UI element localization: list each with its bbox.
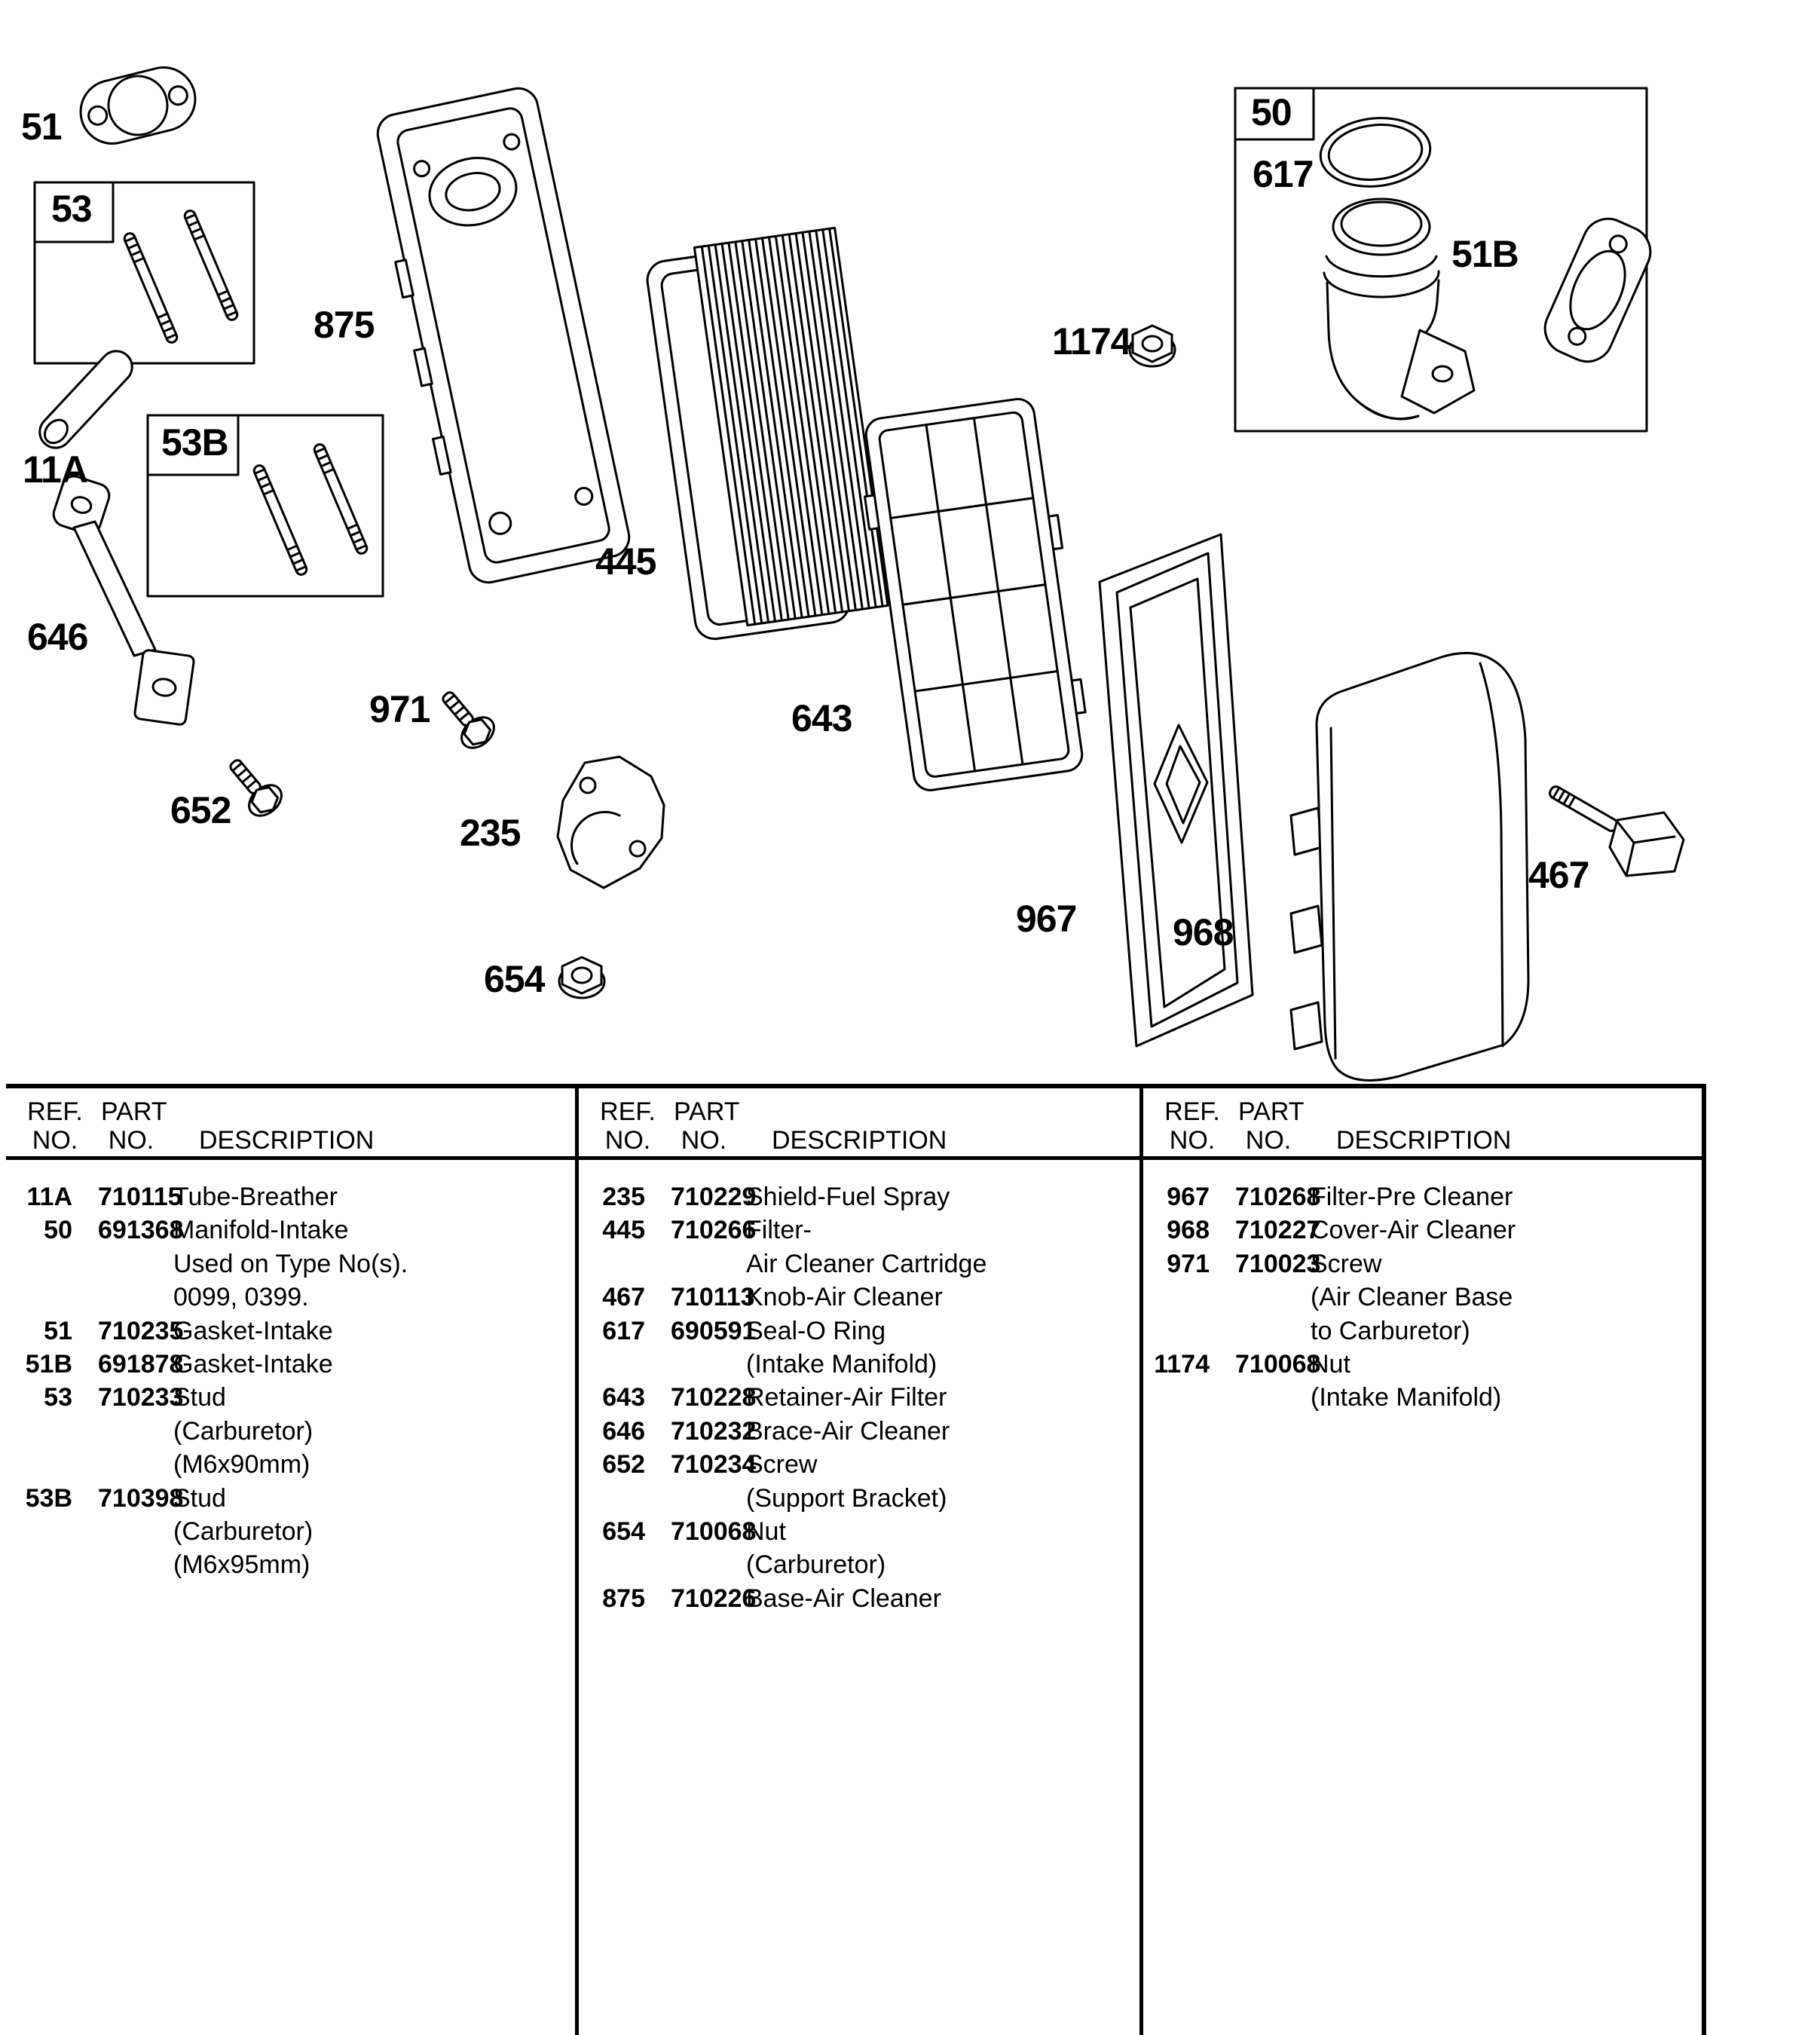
table-row xyxy=(579,1249,1140,1282)
header-description: DESCRIPTION xyxy=(1336,1126,1512,1155)
parts-table-column-1 xyxy=(6,1084,567,2035)
cell-ref-no: 445 xyxy=(602,1216,645,1245)
table-row xyxy=(6,1483,567,1516)
cell-part-no: 710233 xyxy=(98,1383,184,1412)
cell-description: Brace-Air Cleaner xyxy=(746,1416,950,1446)
header-ref-no: REF. NO. xyxy=(1164,1097,1220,1155)
cell-description: Stud xyxy=(173,1383,226,1412)
brace-air-cleaner-646-drawing xyxy=(50,473,194,726)
cell-part-no: 710268 xyxy=(1235,1183,1321,1211)
filter-pre-cleaner-967-drawing xyxy=(1100,534,1253,1046)
table-row xyxy=(6,1249,567,1282)
cell-description: (Intake Manifold) xyxy=(1311,1383,1502,1412)
cell-ref-no: 968 xyxy=(1167,1216,1210,1245)
callout-50: 50 xyxy=(1251,91,1292,133)
table-row xyxy=(6,1449,567,1483)
cell-description: Air Cleaner Cartridge xyxy=(746,1249,987,1278)
shield-fuel-spray-235-drawing xyxy=(558,757,664,888)
cell-description: Cover-Air Cleaner xyxy=(1311,1216,1516,1245)
table-row xyxy=(579,1349,1140,1382)
table-row xyxy=(6,1316,567,1349)
cell-part-no: 691878 xyxy=(98,1350,184,1379)
header-part-no: PART NO. xyxy=(101,1097,167,1155)
cell-description: Filter-Pre Cleaner xyxy=(1311,1183,1513,1211)
cell-description: Manifold-Intake xyxy=(173,1216,349,1245)
callout-51: 51 xyxy=(21,106,62,148)
cell-part-no: 710227 xyxy=(1235,1216,1321,1245)
table-row xyxy=(1143,1182,1705,1215)
cell-part-no: 710235 xyxy=(98,1316,184,1345)
cell-description: (Carburetor) xyxy=(173,1416,314,1446)
header-ref-no: REF. NO. xyxy=(27,1097,83,1155)
cell-ref-no: 1174 xyxy=(1154,1350,1210,1379)
table-row xyxy=(579,1382,1140,1415)
cell-description: (Intake Manifold) xyxy=(746,1350,938,1379)
cell-ref-no: 971 xyxy=(1167,1249,1210,1278)
table-row xyxy=(579,1584,1140,1617)
callout-445: 445 xyxy=(595,540,656,583)
base-air-cleaner-875-drawing xyxy=(366,84,633,588)
cell-part-no: 710232 xyxy=(671,1416,757,1446)
cell-ref-no: 617 xyxy=(602,1316,645,1345)
cell-ref-no: 643 xyxy=(602,1383,645,1412)
cell-part-no: 710068 xyxy=(1235,1350,1321,1379)
table-row xyxy=(1143,1316,1705,1349)
cell-description: Screw xyxy=(746,1450,818,1480)
table-row xyxy=(6,1349,567,1382)
manifold-50-group-drawing xyxy=(1235,88,1659,431)
callout-51B: 51B xyxy=(1451,233,1519,275)
cell-ref-no: 51 xyxy=(44,1316,72,1345)
table-row xyxy=(1143,1382,1705,1415)
cell-ref-no: 967 xyxy=(1167,1183,1210,1211)
cell-description: Screw xyxy=(1311,1249,1382,1278)
cell-description: (Air Cleaner Base xyxy=(1311,1283,1513,1312)
cell-part-no: 710115 xyxy=(98,1183,182,1211)
cell-description: Gasket-Intake xyxy=(173,1350,333,1379)
callout-235: 235 xyxy=(460,812,521,854)
nut-1174-drawing xyxy=(1130,326,1175,366)
screw-971-drawing xyxy=(432,683,500,754)
header-description: DESCRIPTION xyxy=(199,1126,375,1155)
table-row xyxy=(579,1516,1140,1550)
callout-646: 646 xyxy=(27,616,88,658)
callout-643: 643 xyxy=(791,697,852,739)
table-row xyxy=(1143,1349,1705,1382)
callout-53B: 53B xyxy=(161,421,228,464)
cell-description: Retainer-Air Filter xyxy=(746,1383,947,1412)
table-row xyxy=(6,1416,567,1449)
table-row xyxy=(579,1449,1140,1483)
callout-1174: 1174 xyxy=(1052,320,1131,363)
callout-53: 53 xyxy=(51,188,92,230)
cell-ref-no: 50 xyxy=(44,1216,72,1245)
table-row xyxy=(6,1282,567,1315)
cell-description: to Carburetor) xyxy=(1311,1316,1470,1345)
cell-description: 0099, 0399. xyxy=(173,1283,309,1312)
filter-cartridge-445-drawing xyxy=(644,228,889,641)
cell-ref-no: 654 xyxy=(602,1517,645,1546)
callout-968: 968 xyxy=(1173,911,1234,953)
parts-table-column-3 xyxy=(1143,1084,1705,2035)
table-row xyxy=(579,1416,1140,1449)
cell-description: Nut xyxy=(1311,1350,1350,1379)
table-row xyxy=(6,1215,567,1248)
cell-description: (Carburetor) xyxy=(173,1517,314,1546)
callout-11A: 11A xyxy=(23,448,87,491)
cell-description: Base-Air Cleaner xyxy=(746,1584,941,1613)
callout-652: 652 xyxy=(170,789,231,831)
cell-part-no: 710266 xyxy=(671,1216,757,1245)
table-row xyxy=(579,1550,1140,1583)
tube-breather-11A-drawing xyxy=(33,344,139,454)
cell-description: Nut xyxy=(746,1517,786,1546)
cell-description: (Support Bracket) xyxy=(746,1483,947,1513)
cell-part-no: 710113 xyxy=(671,1283,755,1312)
callout-971: 971 xyxy=(369,688,430,730)
cell-part-no: 710226 xyxy=(671,1584,757,1613)
cell-ref-no: 652 xyxy=(602,1450,645,1480)
cell-ref-no: 235 xyxy=(602,1183,645,1211)
header-part-no: PART NO. xyxy=(1238,1097,1305,1155)
cell-description: Seal-O Ring xyxy=(746,1316,886,1345)
cell-description: Tube-Breather xyxy=(173,1183,338,1211)
table-row xyxy=(579,1483,1140,1516)
header-part-no: PART NO. xyxy=(674,1097,740,1155)
table-row xyxy=(6,1182,567,1215)
table-row xyxy=(1143,1249,1705,1282)
gasket-intake-51-drawing xyxy=(74,61,202,151)
callout-617: 617 xyxy=(1253,153,1314,195)
cell-ref-no: 11A xyxy=(26,1183,72,1211)
table-row xyxy=(579,1316,1140,1349)
nut-654-drawing xyxy=(559,957,604,998)
cell-ref-no: 53B xyxy=(25,1483,72,1513)
cell-description: Gasket-Intake xyxy=(173,1316,333,1345)
cell-part-no: 690591 xyxy=(671,1316,757,1345)
header-description: DESCRIPTION xyxy=(772,1126,947,1155)
table-row xyxy=(579,1282,1140,1315)
cell-ref-no: 875 xyxy=(602,1584,645,1613)
cell-description: (M6x90mm) xyxy=(173,1450,310,1480)
table-row xyxy=(6,1516,567,1550)
cell-description: (M6x95mm) xyxy=(173,1550,310,1580)
cell-ref-no: 467 xyxy=(602,1283,645,1312)
header-ref-no: REF. NO. xyxy=(600,1097,656,1155)
table-row xyxy=(1143,1215,1705,1248)
cell-ref-no: 53 xyxy=(44,1383,72,1412)
cell-part-no: 710234 xyxy=(671,1450,757,1480)
parts-table-column-2 xyxy=(579,1084,1140,2035)
cell-description: Stud xyxy=(173,1483,226,1513)
cell-part-no: 710228 xyxy=(671,1383,757,1412)
manifold-intake-drawing xyxy=(1324,199,1474,419)
table-row xyxy=(1143,1282,1705,1315)
callout-875: 875 xyxy=(314,304,375,346)
table-row xyxy=(579,1182,1140,1215)
cell-description: Shield-Fuel Spray xyxy=(746,1183,950,1211)
gasket-intake-51B-drawing xyxy=(1537,211,1658,370)
table-row xyxy=(6,1550,567,1583)
cover-air-cleaner-968-drawing xyxy=(1291,653,1528,1080)
cell-part-no: 710023 xyxy=(1235,1249,1321,1278)
table-row xyxy=(6,1382,567,1415)
cell-ref-no: 646 xyxy=(602,1416,645,1446)
cell-description: Used on Type No(s). xyxy=(173,1249,408,1278)
cell-part-no: 710068 xyxy=(671,1517,757,1546)
callout-467: 467 xyxy=(1528,854,1589,896)
callout-654: 654 xyxy=(484,958,545,1000)
callout-967: 967 xyxy=(1016,898,1077,940)
cell-part-no: 710398 xyxy=(98,1483,184,1513)
cell-ref-no: 51B xyxy=(25,1350,72,1379)
cell-description: Knob-Air Cleaner xyxy=(746,1283,943,1312)
cell-description: Filter- xyxy=(746,1216,812,1245)
cell-part-no: 691368 xyxy=(98,1216,184,1245)
cell-description: (Carburetor) xyxy=(746,1550,886,1580)
cell-part-no: 710229 xyxy=(671,1183,757,1211)
seal-o-ring-617-drawing xyxy=(1317,113,1434,192)
retainer-air-filter-643-drawing xyxy=(855,396,1094,794)
table-row xyxy=(579,1215,1140,1248)
